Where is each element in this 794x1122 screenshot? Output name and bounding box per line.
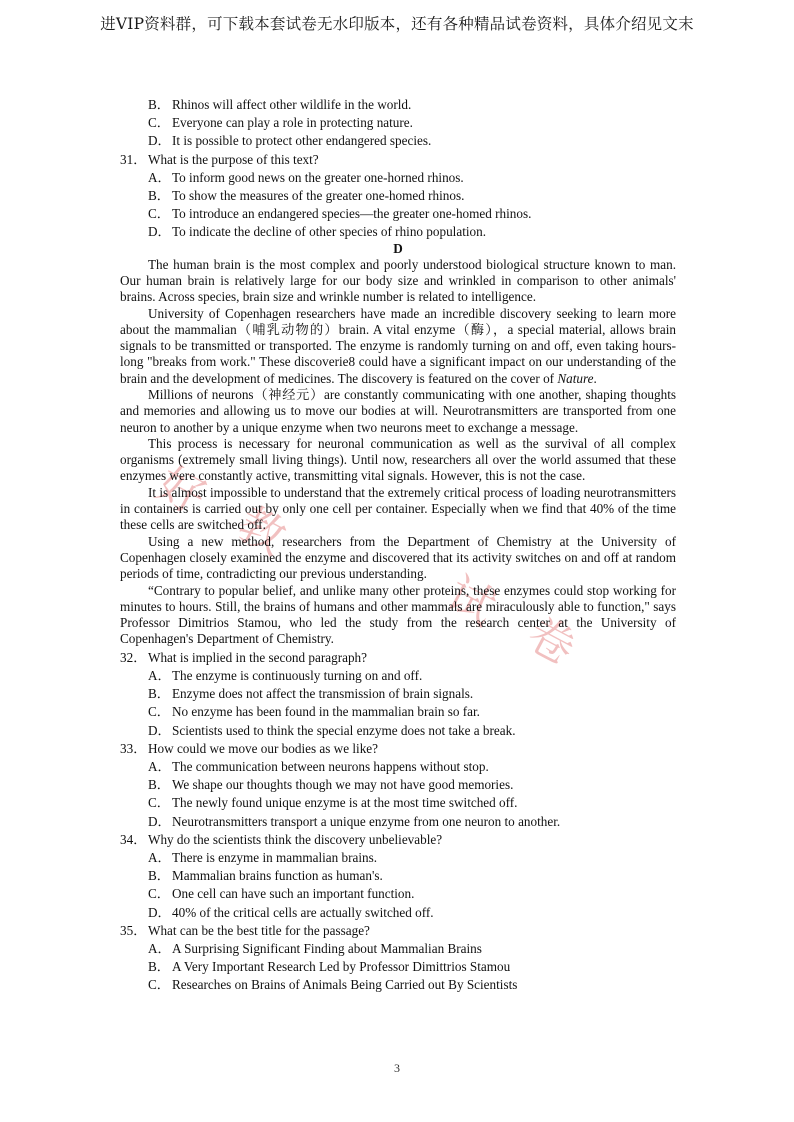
question-list (120, 649, 676, 995)
option (120, 187, 676, 205)
option-text: To show the measures of the greater one-homed rhinos. (172, 188, 465, 204)
question-35 (120, 922, 676, 995)
option-label: C． (148, 704, 170, 720)
question-32 (120, 649, 676, 740)
option (120, 940, 676, 958)
option-text: A Very Important Research Led by Professor Dimittrios Stamou (172, 959, 511, 975)
option-label: C． (148, 886, 170, 902)
option (120, 885, 676, 903)
question-33 (120, 740, 676, 831)
section-heading: D (393, 240, 403, 256)
option-label: A． (148, 758, 171, 774)
option (120, 667, 676, 685)
option (120, 703, 676, 721)
question-31 (120, 151, 676, 242)
question-text: How could we move our bodies as we like? (148, 740, 378, 756)
prev-question-options (120, 96, 676, 151)
passage-paragraph: It is almost impossible to understand that the extremely critical process of loading neurotransmitters in containers is carried out by only one cell per container. Especially when we find that 40% of the time these cells are switched off. (120, 484, 676, 533)
option-label: C． (148, 115, 170, 131)
option (120, 114, 676, 132)
question-text: What can be the best title for the passage? (148, 922, 370, 938)
option-text: Mammalian brains function as human's. (172, 868, 383, 884)
option-text: Enzyme does not affect the transmission of brain signals. (172, 686, 474, 702)
page-content (120, 96, 676, 995)
option-label: B． (148, 959, 170, 975)
watermark-char: 教 (228, 496, 295, 566)
option-text: Scientists used to think the special enzyme does not take a break. (172, 722, 516, 738)
passage-paragraph: This process is necessary for neuronal communication as well as the survival of all complex organisms (extremely small living things). Until now, researchers all over the world assumed that these enzymes were constantly active, transmitting vital signals. However, this is not the case. (120, 435, 676, 484)
question-text: What is implied in the second paragraph? (148, 649, 367, 665)
option-label: D． (148, 813, 171, 829)
passage-paragraph: “Contrary to popular belief, and unlike many other proteins, these enzymes could stop working for minutes to hours. Still, the brains of humans and other mammals are miraculously able to function," says Professor Dimitrios Stamou, who led the study from the research center at the University of Copenhagen's Department of Chemistry. (120, 582, 676, 647)
reading-passage (120, 257, 676, 648)
question-number: 34． (120, 831, 147, 847)
option (120, 685, 676, 703)
option-label: D． (148, 904, 171, 920)
option-text: Researches on Brains of Animals Being Carried out By Scientists (172, 977, 518, 993)
option-label: A． (148, 849, 171, 865)
option (120, 958, 676, 976)
option (120, 722, 676, 740)
option-text: 40% of the critical cells are actually switched off. (172, 904, 434, 920)
option (120, 867, 676, 885)
option-label: D． (148, 133, 171, 149)
passage-paragraph: Using a new method, researchers from the Department of Chemistry at the University of Copenhagen closely examined the enzyme and discovered that its activity switches on and off at random periods of time, contradicting our previous understanding. (120, 533, 676, 582)
question-stem (120, 649, 676, 667)
option-label: A． (148, 941, 171, 956)
option (120, 205, 676, 223)
option (120, 132, 676, 150)
option-label: D． (148, 722, 171, 738)
question-number: 33． (120, 740, 147, 756)
question-text: What is the purpose of this text? (148, 151, 319, 167)
page-number: 3 (394, 1061, 400, 1075)
question-stem (120, 740, 676, 758)
option (120, 849, 676, 867)
option-text: The enzyme is continuously turning on and off. (172, 667, 423, 683)
passage-paragraph: The human brain is the most complex and poorly understood biological structure known to man. Our human brain is relatively large for our body size and wrinkled in comparison to other animals' brains. Across species, brain size and wrinkle number is related to intelligence. (120, 256, 676, 305)
option-text: Everyone can play a role in protecting nature. (172, 115, 413, 131)
question-number: 32． (120, 649, 147, 665)
watermark-char: 好 (148, 456, 215, 526)
passage-paragraph: Millions of neurons（神经元）are constantly communicating with one another, shaping thoughts and memories and allowing us to move our bodies at will. Neurotransmitters are transported from one neuron to another by a unique enzyme when two neurons meet to exchange a message. (120, 387, 676, 435)
question-text: Why do the scientists think the discovery unbelievable? (148, 831, 443, 847)
journal-name: Nature (557, 370, 594, 386)
option-text: One cell can have such an important function. (172, 886, 415, 902)
promo-banner: 进VIP资料群，可下载本套试卷无水印版本，还有各种精品试卷资料，具体介绍见文末 (100, 15, 694, 33)
option (120, 794, 676, 812)
option-label: B． (148, 868, 170, 884)
question-number: 31． (120, 151, 147, 167)
option-label: D． (148, 224, 171, 240)
option-label: C． (148, 795, 170, 811)
paragraph-end: . (593, 370, 597, 386)
option-text: Rhinos will affect other wildlife in the world. (172, 97, 412, 112)
option-label: B． (148, 777, 170, 793)
question-stem (120, 831, 676, 849)
watermark-char: 卷 (518, 606, 585, 676)
option-label: C． (148, 206, 170, 222)
option (120, 776, 676, 794)
option-text: To inform good news on the greater one-horned rhinos. (172, 169, 464, 185)
option-text: There is enzyme in mammalian brains. (172, 849, 378, 865)
option-label: B． (148, 188, 170, 204)
option (120, 169, 676, 187)
option (120, 976, 676, 994)
option-text: The communication between neurons happens without stop. (172, 758, 489, 774)
question-34 (120, 831, 676, 922)
option-text: To introduce an endangered species—the greater one-homed rhinos. (172, 206, 532, 222)
option (120, 223, 676, 241)
option-text: It is possible to protect other endangered species. (172, 133, 432, 149)
question-stem (120, 151, 676, 169)
option-text: No enzyme has been found in the mammalian brain so far. (172, 704, 480, 720)
option (120, 904, 676, 922)
option (120, 96, 676, 114)
question-number: 35． (120, 922, 147, 938)
passage-paragraph (120, 306, 676, 387)
watermark-char: 试 (438, 566, 505, 636)
option (120, 758, 676, 776)
option-label: C． (148, 977, 170, 993)
option-text: A Surprising Significant Finding about Mammalian Brains (172, 941, 482, 956)
option-text: To indicate the decline of other species of rhino population. (172, 224, 487, 240)
option-text: Neurotransmitters transport a unique enzyme from one neuron to another. (172, 813, 561, 829)
option-label: A． (148, 169, 171, 185)
option-text: We shape our thoughts though we may not have good memories. (172, 777, 514, 793)
paragraph-text: University of Copenhagen researchers have made an incredible discovery seeking to learn more about the mammalian（哺乳动物的）brain. A vital enzyme（酶），a special material, allows brain signals to be transmitted or transported. The enzyme is randomly turning on and off, even taking hours-long "breaks from work." These discoverie8 could have a significant impact on our understanding of the brain and the development of medicines. The discovery is featured on the cover of (120, 305, 676, 386)
option (120, 813, 676, 831)
option-label: A． (148, 667, 171, 683)
option-label: B． (148, 686, 170, 702)
question-stem (120, 922, 676, 940)
option-text: The newly found unique enzyme is at the most time switched off. (172, 795, 518, 811)
option-label: B． (148, 97, 170, 112)
